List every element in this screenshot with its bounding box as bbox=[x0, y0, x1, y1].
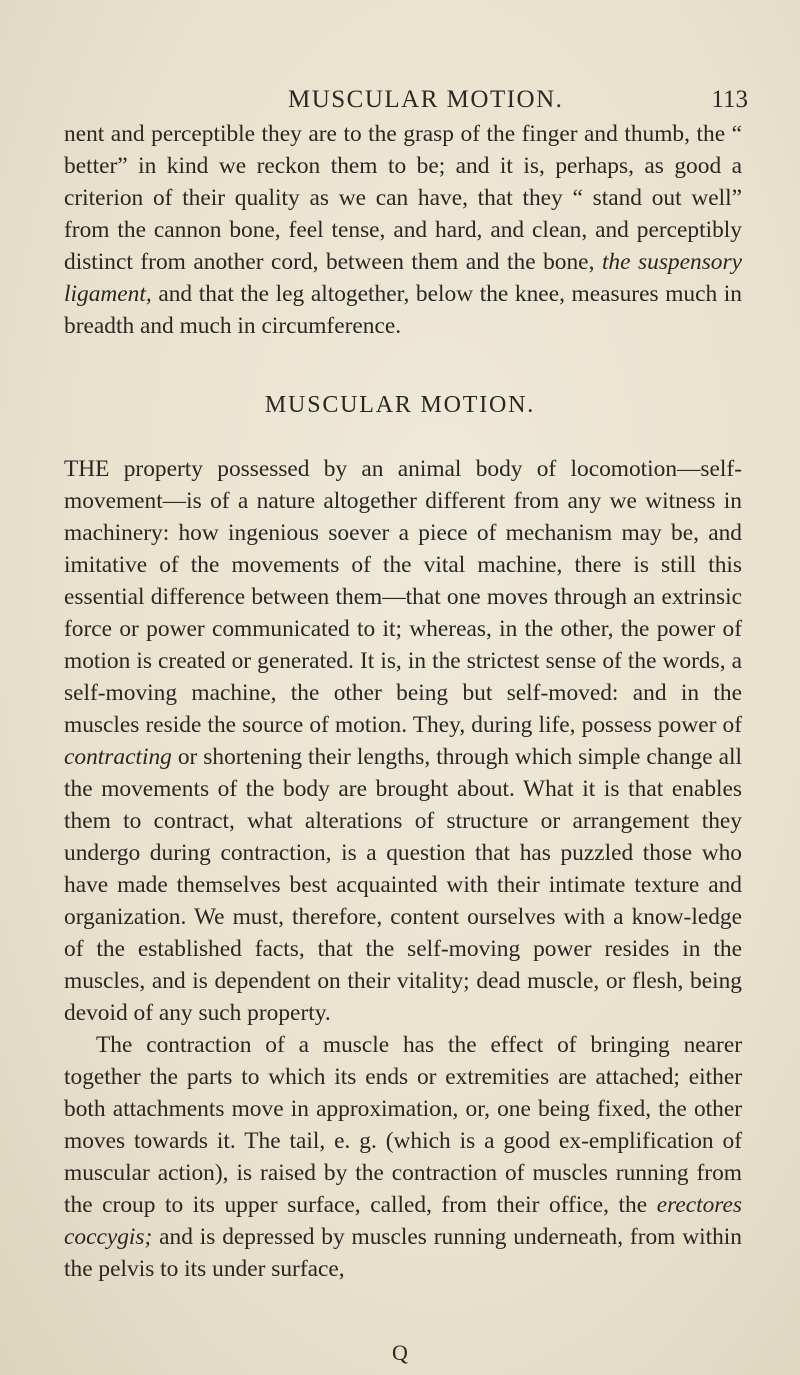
paragraph-text: and is depressed by muscles running underneath, from within the pelvis to its under surface, bbox=[64, 1224, 742, 1282]
paragraph-text: property possessed by an animal body of locomotion—self-movement—is of a nature altogether different from any we witness in machinery: how ingenious soever a piece of mechanism may be, and imitative of the movements of the vital machine, there is still this essential difference between them—that one moves through an extrinsic force or power communicated to it; whereas, in the other, the power of motion is created or generated. It is, in the strictest sense of the words, a self-moving machine, the other being but self-moved: and in the muscles reside the source of motion. They, during life, possess power of bbox=[64, 456, 742, 738]
section-body bbox=[64, 453, 742, 1285]
running-head bbox=[0, 86, 800, 118]
paragraph-lead-word: THE bbox=[64, 456, 110, 482]
page-number: 113 bbox=[711, 86, 748, 113]
italic-term: erectores coccygis; bbox=[64, 1192, 742, 1250]
italic-term: contracting bbox=[64, 744, 172, 770]
paragraph-text: or shortening their lengths, through which simple change all the movements of the body are brought about. What it is that enables them to contract, what alterations of structure or arrangement they undergo during contraction, is a question that has puzzled those who have made themselves best acquainted with their intimate texture and organization. We must, therefore, content ourselves with a know-ledge of the established facts, that the self-moving power resides in the muscles, and is dependent on their vitality; dead muscle, or flesh, being devoid of any such property. bbox=[64, 744, 742, 1026]
section-heading: MUSCULAR MOTION. bbox=[264, 392, 536, 418]
paragraph-text: The contraction of a muscle has the effect of bringing nearer together the parts to which its ends or extremities are attached; either both attachments move in approximation, or, one being fixed, the other moves towards it. The tail, e. g. (which is a good ex-emplification of muscular action), is raised by the contraction of muscles running from the croup to its upper surface, called, from their office, the bbox=[64, 1032, 742, 1218]
paragraph bbox=[64, 453, 742, 1029]
paragraph-text: and that the leg altogether, below the knee, measures much in breadth and much in circumference. bbox=[64, 281, 742, 339]
signature-mark: Q bbox=[392, 1340, 408, 1365]
paragraph bbox=[64, 1029, 742, 1285]
opening-paragraph bbox=[64, 118, 742, 342]
paragraph-continued bbox=[64, 118, 742, 342]
running-title: MUSCULAR MOTION. bbox=[288, 86, 564, 113]
italic-term: the suspensory ligament, bbox=[64, 249, 742, 307]
paragraph-text: nent and perceptible they are to the grasp of the finger and thumb, the “ better” in kind we reckon them to be; and it is, perhaps, as good a criterion of their quality as we can have, that they “ stand out well” from the cannon bone, feel tense, and hard, and clean, and perceptibly distinct from another cord, between them and the bone, bbox=[64, 121, 742, 275]
